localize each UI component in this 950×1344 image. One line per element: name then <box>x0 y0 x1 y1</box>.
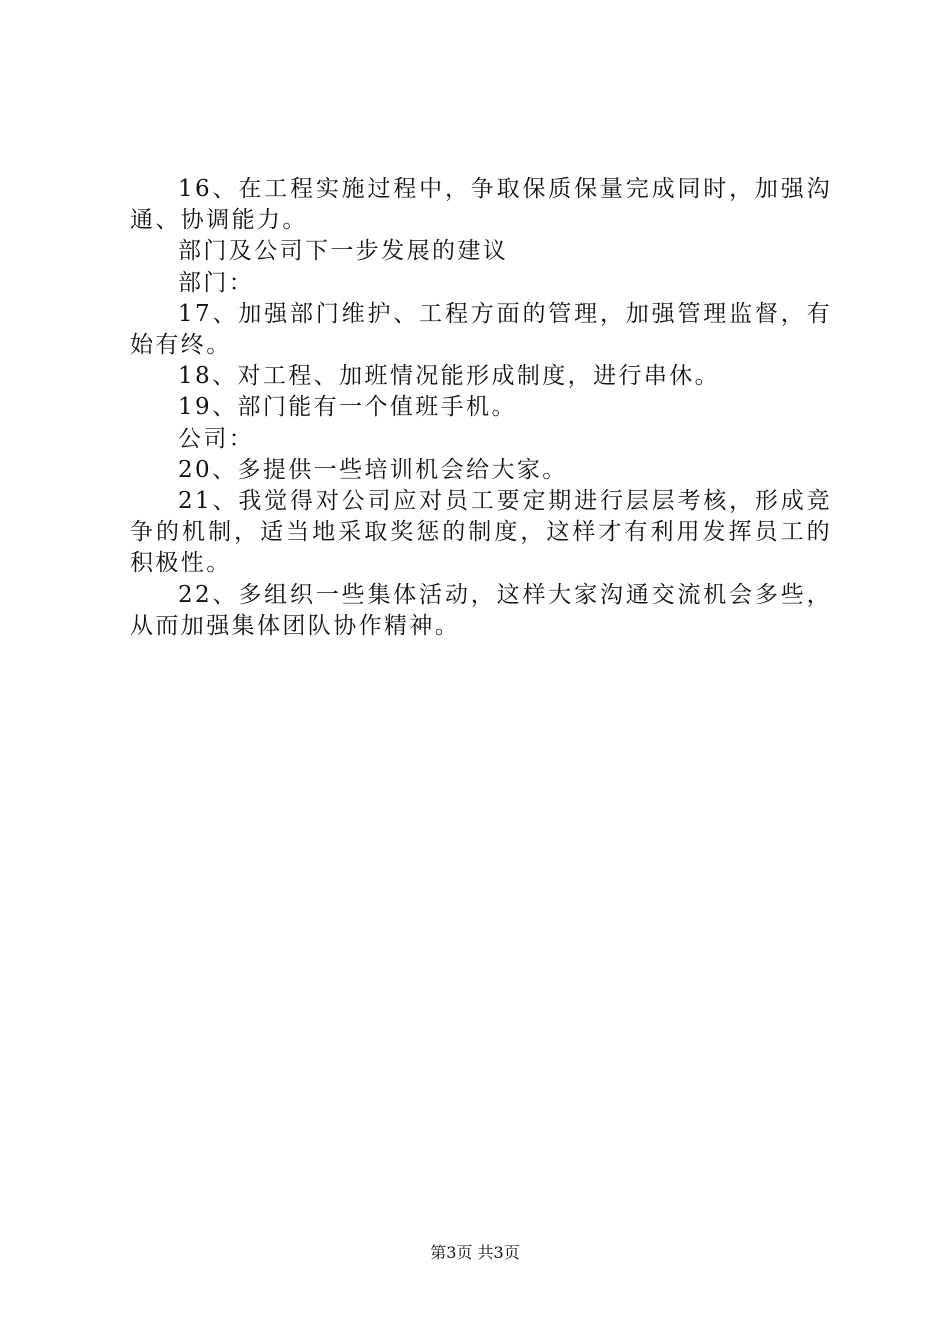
paragraph-18: 18、对工程、加班情况能形成制度，进行串休。 <box>178 363 721 390</box>
page-number-label: 第3页 共3页 <box>430 1243 520 1262</box>
document-body <box>130 174 832 642</box>
paragraph-16: 16、在工程实施过程中，争取保质保量完成同时，加强沟通、协调能力。 <box>130 176 832 234</box>
paragraph-20: 20、多提供一些培训机会给大家。 <box>178 456 568 483</box>
subheading-department: 部门： <box>178 269 255 296</box>
paragraph-21: 21、我觉得对公司应对员工要定期进行层层考核，形成竞争的机制，适当地采取奖惩的制度，这样才有利用发挥员工的积极性。 <box>130 488 832 577</box>
subheading-company: 公司： <box>178 425 255 452</box>
page-footer <box>0 1242 950 1264</box>
section-heading-suggestions: 部门及公司下一步发展的建议 <box>178 238 509 265</box>
paragraph-19: 19、部门能有一个值班手机。 <box>178 394 517 421</box>
paragraph-22: 22、多组织一些集体活动，这样大家沟通交流机会多些，从而加强集体团队协作精神。 <box>130 581 832 639</box>
paragraph-17: 17、加强部门维护、工程方面的管理，加强管理监督，有始有终。 <box>130 300 832 359</box>
